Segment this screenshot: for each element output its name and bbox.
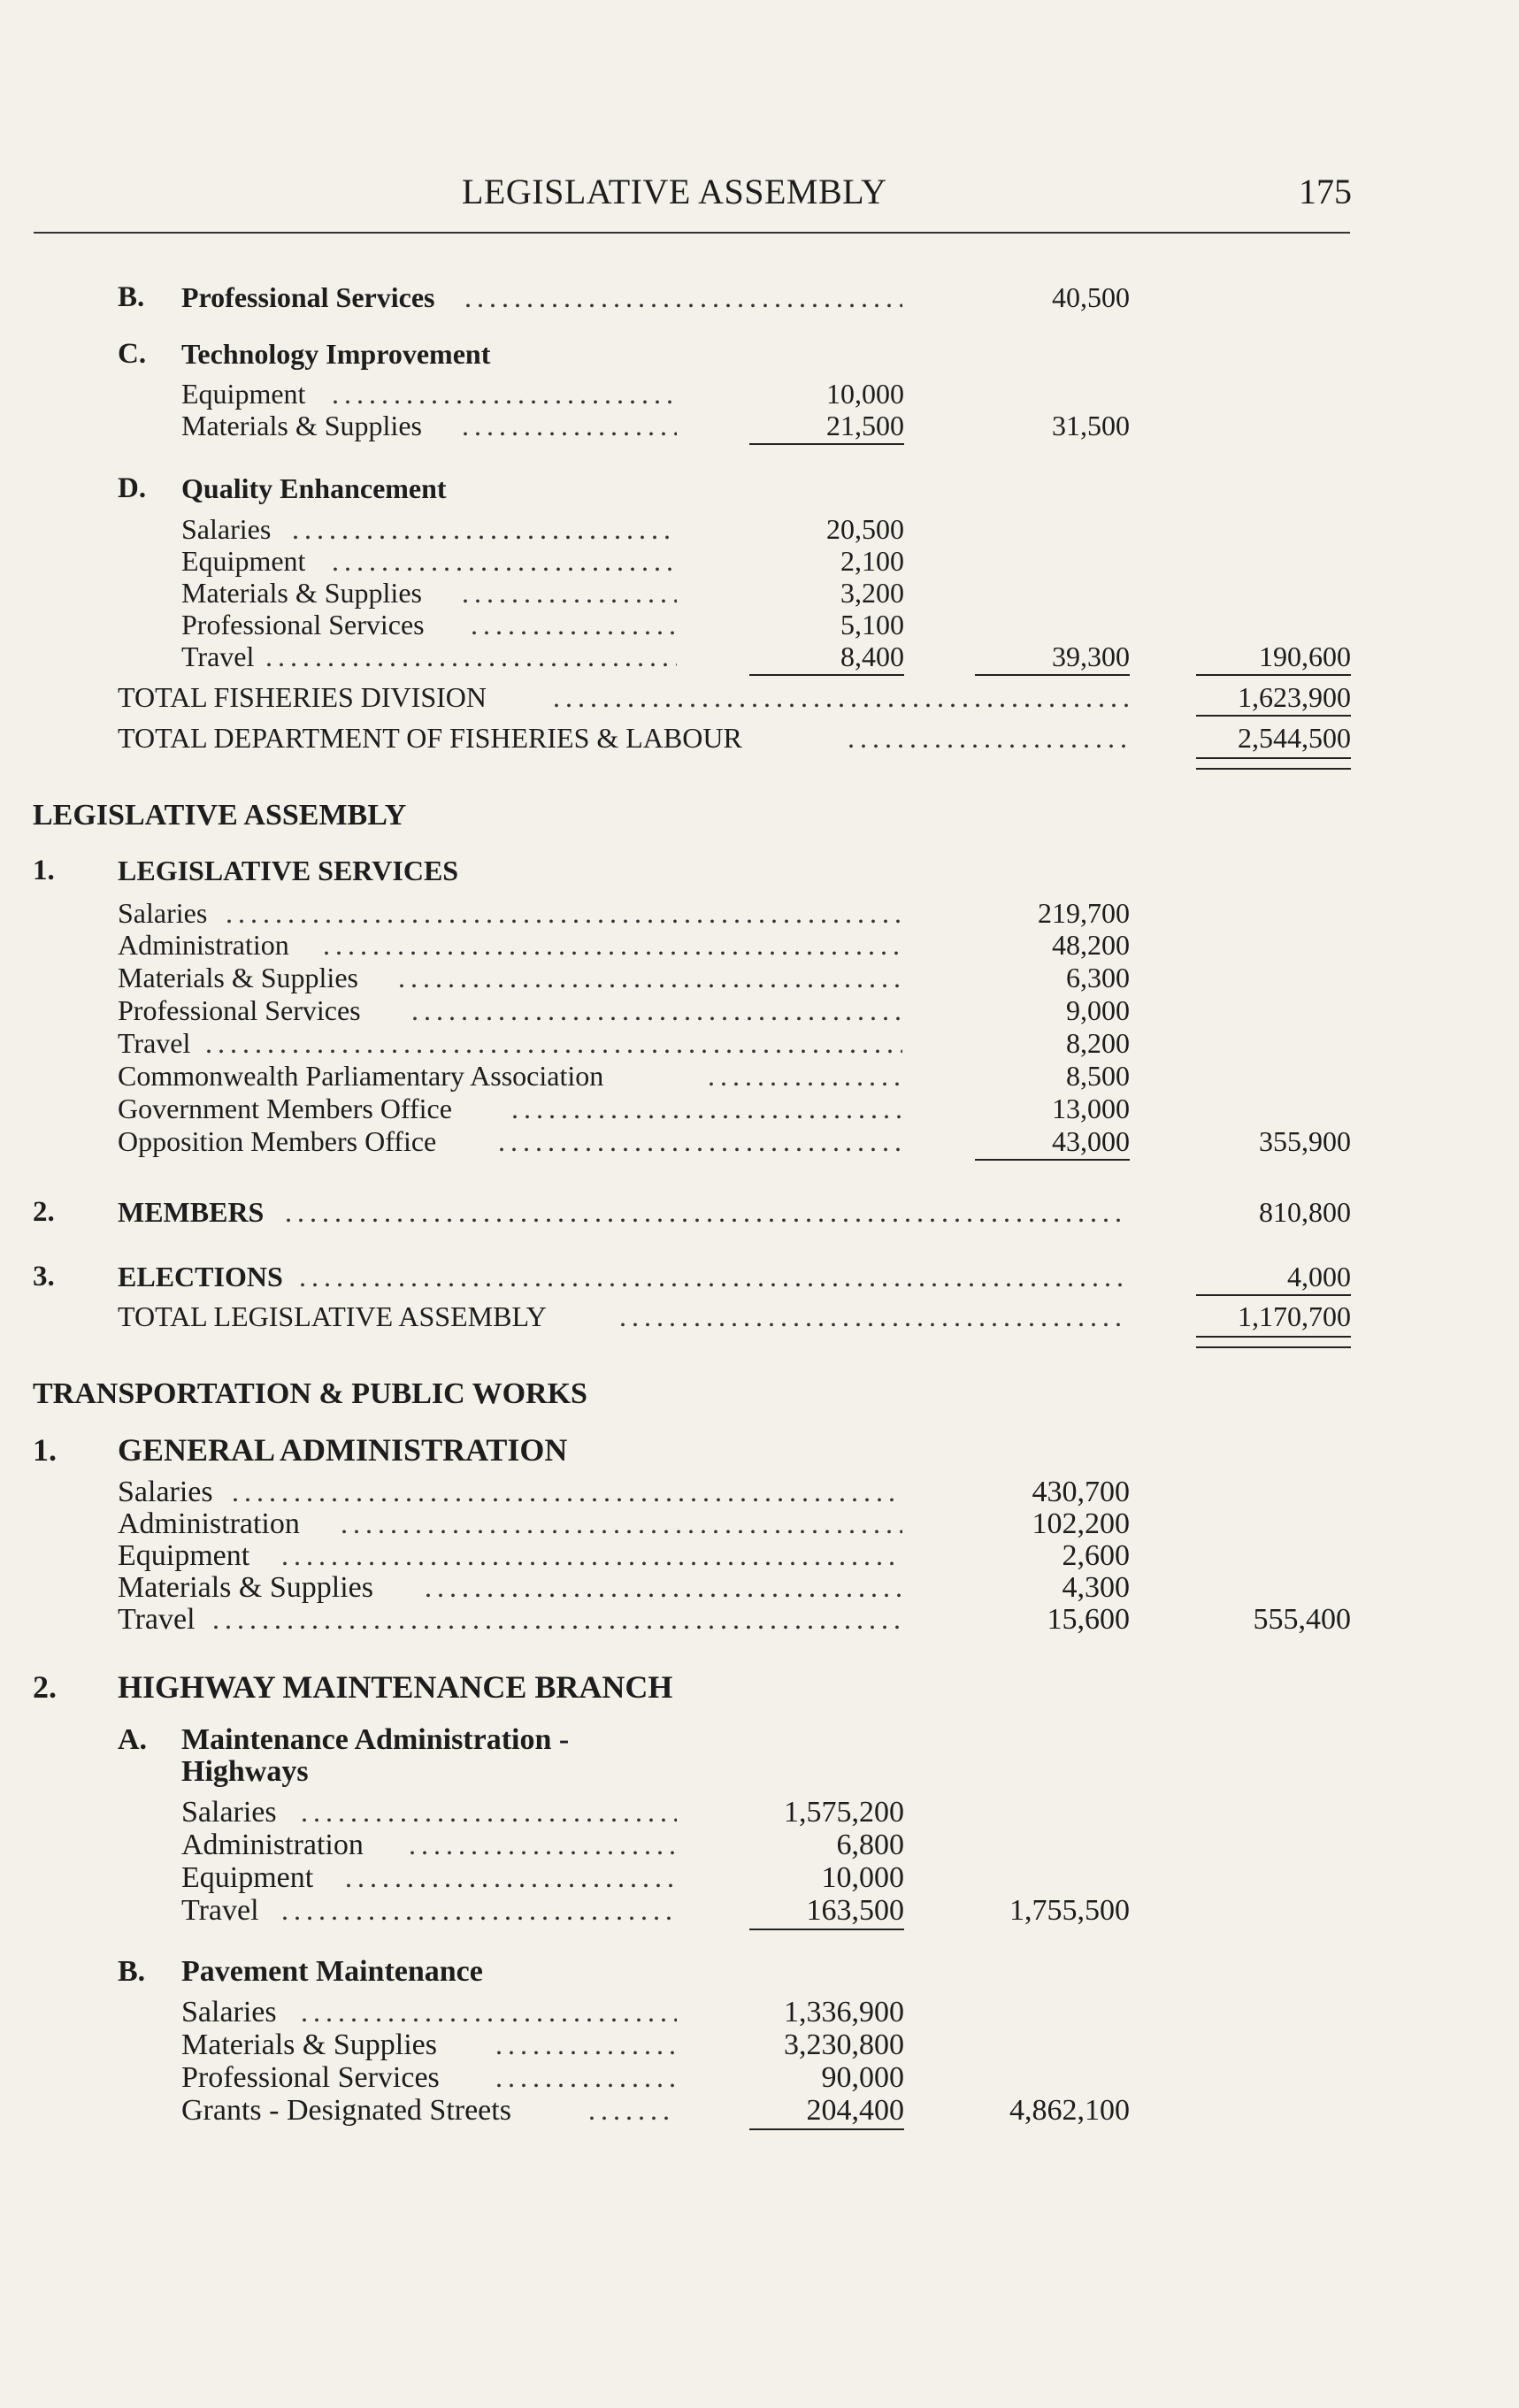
subsection-title: GENERAL ADMINISTRATION bbox=[118, 1432, 568, 1468]
line-item-amount: 43,000 bbox=[975, 1125, 1130, 1161]
section-number: 3. bbox=[33, 1261, 55, 1292]
line-item-label: Professional Services bbox=[181, 609, 425, 640]
line-item-label: Travel bbox=[181, 1894, 259, 1927]
line-item-amount: 48,200 bbox=[1052, 929, 1130, 961]
line-item-label: Travel bbox=[118, 1027, 191, 1059]
line-item-amount: 20,500 bbox=[826, 513, 904, 545]
section-total: 355,900 bbox=[1259, 1125, 1351, 1157]
line-item-amount: 90,000 bbox=[821, 2061, 904, 2094]
line-item-label: Professional Services bbox=[181, 2061, 440, 2094]
total-label: TOTAL LEGISLATIVE ASSEMBLY bbox=[118, 1300, 547, 1332]
section-number: 2. bbox=[33, 1669, 57, 1705]
line-item-label: Salaries bbox=[181, 513, 272, 545]
subsection-title: Technology Improvement bbox=[181, 338, 491, 370]
line-item-amount: 102,200 bbox=[1032, 1507, 1130, 1540]
leader-dots bbox=[409, 1829, 677, 1861]
section-heading: LEGISLATIVE ASSEMBLY bbox=[33, 799, 407, 832]
leader-dots bbox=[323, 929, 902, 962]
line-item-label: Administration bbox=[118, 1507, 300, 1540]
line-item-label: Equipment bbox=[181, 1861, 314, 1894]
total-amount: 1,170,700 bbox=[1238, 1300, 1351, 1332]
line-item-label: Materials & Supplies bbox=[118, 1571, 373, 1604]
leader-dots bbox=[205, 1027, 902, 1060]
total-label: TOTAL FISHERIES DIVISION bbox=[118, 681, 487, 713]
line-item-label: Materials & Supplies bbox=[118, 962, 358, 993]
subsection-title: LEGISLATIVE SERVICES bbox=[118, 855, 459, 886]
leader-dots bbox=[212, 1603, 902, 1636]
subsection-total: 1,755,500 bbox=[1009, 1894, 1130, 1927]
subsection-letter: D. bbox=[118, 472, 147, 504]
section-heading: TRANSPORTATION & PUBLIC WORKS bbox=[33, 1377, 587, 1410]
line-item-label: Equipment bbox=[118, 1539, 250, 1572]
total-amount: 2,544,500 bbox=[1238, 722, 1351, 754]
line-item-label: Equipment bbox=[181, 378, 306, 410]
leader-dots bbox=[292, 513, 677, 546]
subsection-letter: A. bbox=[118, 1723, 148, 1756]
line-item-label: Salaries bbox=[118, 897, 208, 929]
leader-dots bbox=[398, 962, 902, 994]
subsection-letter: B. bbox=[118, 281, 145, 313]
subsection-title: Quality Enhancement bbox=[181, 472, 447, 504]
line-item-amount: 4,300 bbox=[1062, 1571, 1130, 1604]
leader-dots bbox=[708, 1060, 902, 1093]
line-item-amount: 2,600 bbox=[1062, 1539, 1130, 1572]
line-item-label: Administration bbox=[118, 929, 289, 961]
leader-dots bbox=[464, 281, 902, 314]
subsection-total: 4,862,100 bbox=[1009, 2094, 1130, 2127]
line-item-amount: 8,200 bbox=[1066, 1027, 1130, 1059]
leader-dots bbox=[511, 1093, 902, 1125]
leader-dots bbox=[281, 1539, 902, 1572]
line-item-amount: 5,100 bbox=[840, 609, 904, 640]
subsection-title: Pavement Maintenance bbox=[181, 1955, 483, 1988]
line-item-label: Salaries bbox=[181, 1996, 277, 2028]
line-item-amount: 8,500 bbox=[1066, 1060, 1130, 1092]
line-item-label: Materials & Supplies bbox=[181, 577, 422, 609]
line-item-amount: 9,000 bbox=[1066, 994, 1130, 1026]
section-total: 4,000 bbox=[1196, 1261, 1351, 1296]
leader-dots bbox=[425, 1571, 902, 1604]
line-item-label: Materials & Supplies bbox=[181, 2028, 437, 2061]
leader-dots bbox=[553, 681, 1128, 714]
leader-dots bbox=[226, 897, 902, 930]
line-item-amount: 3,230,800 bbox=[784, 2028, 904, 2061]
leader-dots bbox=[285, 1196, 1128, 1229]
line-item-amount: 3,200 bbox=[840, 577, 904, 609]
subsection-title: ELECTIONS bbox=[118, 1261, 283, 1292]
subsection-total: 40,500 bbox=[1052, 281, 1130, 313]
line-item-label: Government Members Office bbox=[118, 1093, 452, 1124]
subsection-title: HIGHWAY MAINTENANCE BRANCH bbox=[118, 1669, 673, 1705]
header-rule bbox=[34, 232, 1350, 234]
line-item-amount: 6,300 bbox=[1066, 962, 1130, 993]
section-total: 190,600 bbox=[1196, 640, 1351, 676]
subsection-title: Maintenance Administration - bbox=[181, 1723, 570, 1756]
total-amount: 1,623,900 bbox=[1196, 681, 1351, 717]
leader-dots bbox=[848, 722, 1128, 755]
line-item-amount: 10,000 bbox=[826, 378, 904, 410]
line-item-amount: 8,400 bbox=[749, 640, 904, 676]
line-item-amount: 1,575,200 bbox=[784, 1796, 904, 1829]
line-item-amount: 6,800 bbox=[836, 1829, 904, 1861]
leader-dots bbox=[301, 1796, 677, 1829]
line-item-label: Opposition Members Office bbox=[118, 1125, 437, 1157]
running-head bbox=[0, 171, 1519, 215]
line-item-amount: 10,000 bbox=[821, 1861, 904, 1894]
leader-dots bbox=[495, 2028, 677, 2061]
section-total: 555,400 bbox=[1253, 1603, 1351, 1636]
line-item-label: Commonwealth Parliamentary Association bbox=[118, 1060, 604, 1092]
leader-dots bbox=[299, 1261, 1128, 1293]
subsection-letter: C. bbox=[118, 338, 147, 370]
line-item-label: Travel bbox=[181, 640, 255, 672]
line-item-amount: 219,700 bbox=[1038, 897, 1130, 929]
subsection-title: MEMBERS bbox=[118, 1196, 265, 1228]
leader-dots bbox=[411, 994, 902, 1027]
line-item-amount: 15,600 bbox=[1047, 1603, 1130, 1636]
line-item-amount: 13,000 bbox=[1052, 1093, 1130, 1124]
subsection-total: 31,500 bbox=[1052, 410, 1130, 441]
leader-dots bbox=[281, 1894, 677, 1927]
leader-dots bbox=[232, 1476, 902, 1508]
leader-dots bbox=[619, 1300, 1128, 1333]
line-item-label: Travel bbox=[118, 1603, 196, 1636]
total-label: TOTAL DEPARTMENT OF FISHERIES & LABOUR bbox=[118, 722, 742, 754]
line-item-amount: 1,336,900 bbox=[784, 1996, 904, 2028]
double-rule bbox=[1196, 1336, 1351, 1348]
section-number: 2. bbox=[33, 1196, 55, 1228]
subsection-title-cont: Highways bbox=[181, 1755, 309, 1788]
leader-dots bbox=[471, 609, 677, 641]
subsection-total: 39,300 bbox=[975, 640, 1130, 676]
leader-dots bbox=[332, 378, 677, 410]
line-item-amount: 430,700 bbox=[1032, 1476, 1130, 1508]
leader-dots bbox=[462, 410, 677, 442]
page-title: LEGISLATIVE ASSEMBLY bbox=[462, 172, 887, 211]
line-item-amount: 2,100 bbox=[840, 545, 904, 577]
line-item-label: Professional Services bbox=[118, 994, 361, 1026]
subsection-title: Professional Services bbox=[181, 281, 435, 313]
leader-dots bbox=[345, 1861, 677, 1894]
line-item-amount: 21,500 bbox=[749, 410, 904, 445]
leader-dots bbox=[495, 2061, 677, 2094]
line-item-label: Grants - Designated Streets bbox=[181, 2094, 511, 2127]
line-item-label: Equipment bbox=[181, 545, 306, 577]
subsection-letter: B. bbox=[118, 1955, 146, 1988]
page-number: 175 bbox=[1299, 172, 1352, 211]
line-item-label: Salaries bbox=[181, 1796, 277, 1829]
line-item-label: Salaries bbox=[118, 1476, 213, 1508]
line-item-amount: 204,400 bbox=[749, 2094, 904, 2130]
leader-dots bbox=[588, 2094, 677, 2127]
leader-dots bbox=[332, 545, 677, 578]
section-number: 1. bbox=[33, 855, 55, 886]
leader-dots bbox=[301, 1996, 677, 2028]
line-item-label: Materials & Supplies bbox=[181, 410, 422, 441]
double-rule bbox=[1196, 757, 1351, 770]
leader-dots bbox=[341, 1507, 902, 1540]
leader-dots bbox=[498, 1125, 902, 1158]
leader-dots bbox=[462, 577, 677, 610]
section-total: 810,800 bbox=[1259, 1196, 1351, 1228]
leader-dots bbox=[265, 640, 677, 673]
section-number: 1. bbox=[33, 1432, 57, 1468]
line-item-amount: 163,500 bbox=[749, 1894, 904, 1930]
line-item-label: Administration bbox=[181, 1829, 364, 1861]
